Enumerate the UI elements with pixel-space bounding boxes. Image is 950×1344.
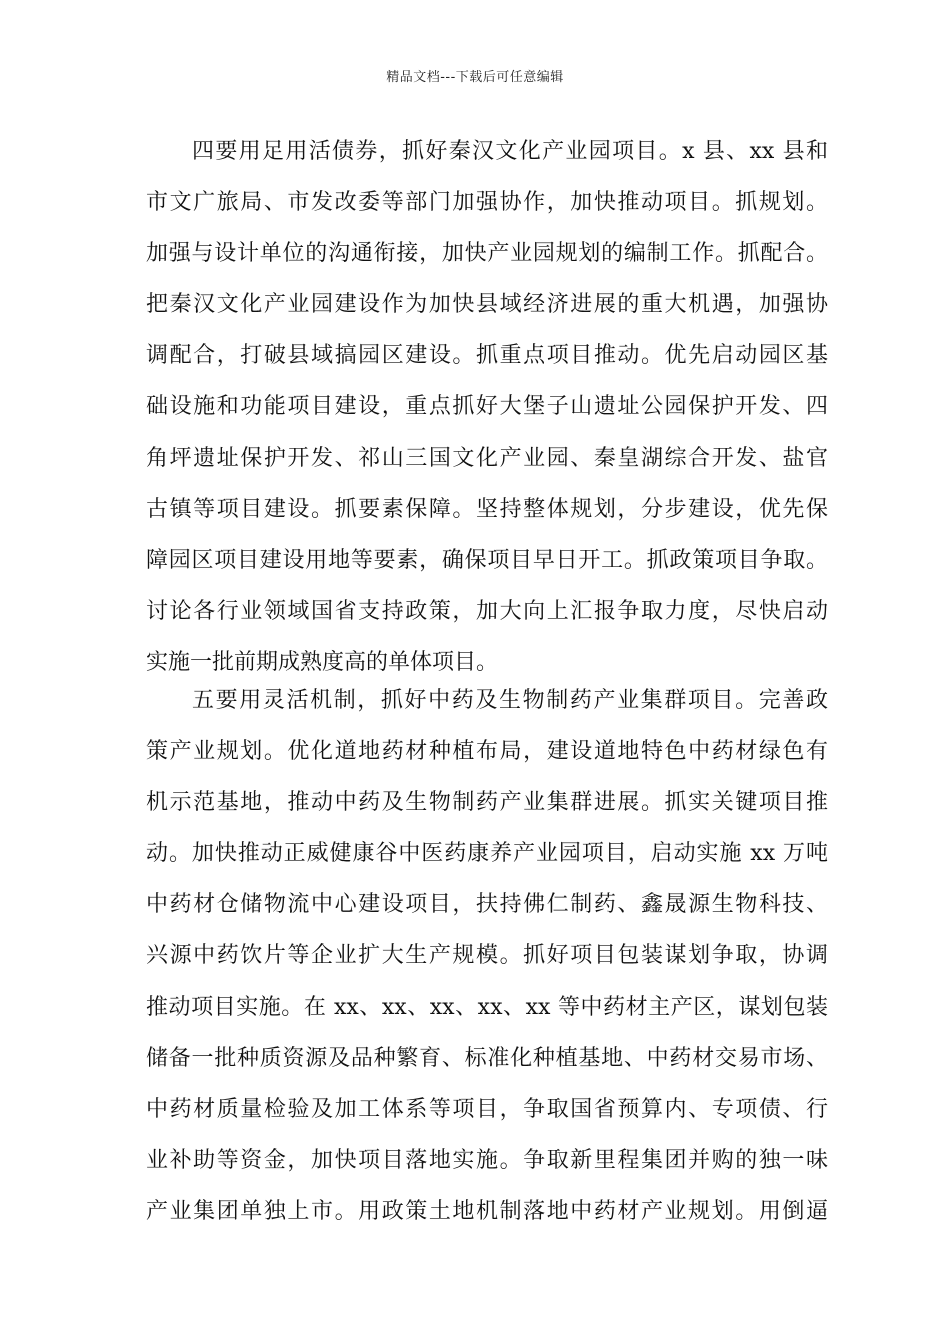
text-line: 础设施和功能项目建设，重点抓好大堡子山遗址公园保护开发、四: [146, 394, 828, 420]
text-line: 中药材仓储物流中心建设项目，扶持佛仁制药、鑫晟源生物科技、: [146, 892, 828, 918]
text-line: 调配合，打破县域搞园区建设。抓重点项目推动。优先启动园区基: [146, 343, 828, 369]
text-line: 五要用灵活机制，抓好中药及生物制药产业集群项目。完善政: [192, 688, 828, 713]
text-line: 策产业规划。优化道地药材种植布局，建设道地特色中药材绿色有: [146, 739, 828, 765]
text-line: 讨论各行业领域国省支持政策，加大向上汇报争取力度，尽快启动: [146, 598, 828, 624]
text-line: 产业集团单独上市。用政策土地机制落地中药材产业规划。用倒逼: [146, 1198, 828, 1224]
paragraph-2: [146, 675, 828, 1237]
text-line: 中药材质量检验及加工体系等项目，争取国省预算内、专项债、行: [146, 1096, 828, 1122]
paragraph-1: [146, 126, 828, 688]
text-line: 障园区项目建设用地等要素，确保项目早日开工。抓政策项目争取。: [146, 547, 828, 573]
text-line: 储备一批种质资源及品种繁育、标准化种植基地、中药材交易市场、: [146, 1045, 828, 1071]
text-line: 兴源中药饮片等企业扩大生产规模。抓好项目包装谋划争取，协调: [146, 943, 828, 969]
text-line: 动。加快推动正威健康谷中医药康养产业园项目，启动实施 xx 万吨: [146, 841, 828, 867]
text-line: 把秦汉文化产业园建设作为加快县域经济进展的重大机遇，加强协: [146, 292, 828, 318]
text-line: 角坪遗址保护开发、祁山三国文化产业园、秦皇湖综合开发、盐官: [146, 445, 828, 471]
text-line: 四要用足用活债券，抓好秦汉文化产业园项目。x 县、xx 县和: [192, 139, 828, 164]
text-line: 机示范基地，推动中药及生物制药产业集群进展。抓实关键项目推: [146, 790, 828, 816]
text-line: 业补助等资金，加快项目落地实施。争取新里程集团并购的独一味: [146, 1147, 828, 1173]
page-header: 精品文档---下载后可任意编辑: [386, 70, 564, 85]
text-line: 推动项目实施。在 xx、xx、xx、xx、xx 等中药材主产区，谋划包装: [146, 994, 828, 1020]
text-line: 古镇等项目建设。抓要素保障。坚持整体规划，分步建设，优先保: [146, 496, 828, 522]
text-line: 实施一批前期成熟度高的单体项目。: [146, 649, 499, 675]
text-line: 加强与设计单位的沟通衔接，加快产业园规划的编制工作。抓配合。: [146, 241, 828, 267]
text-line: 市文广旅局、市发改委等部门加强协作，加快推动项目。抓规划。: [146, 190, 828, 216]
